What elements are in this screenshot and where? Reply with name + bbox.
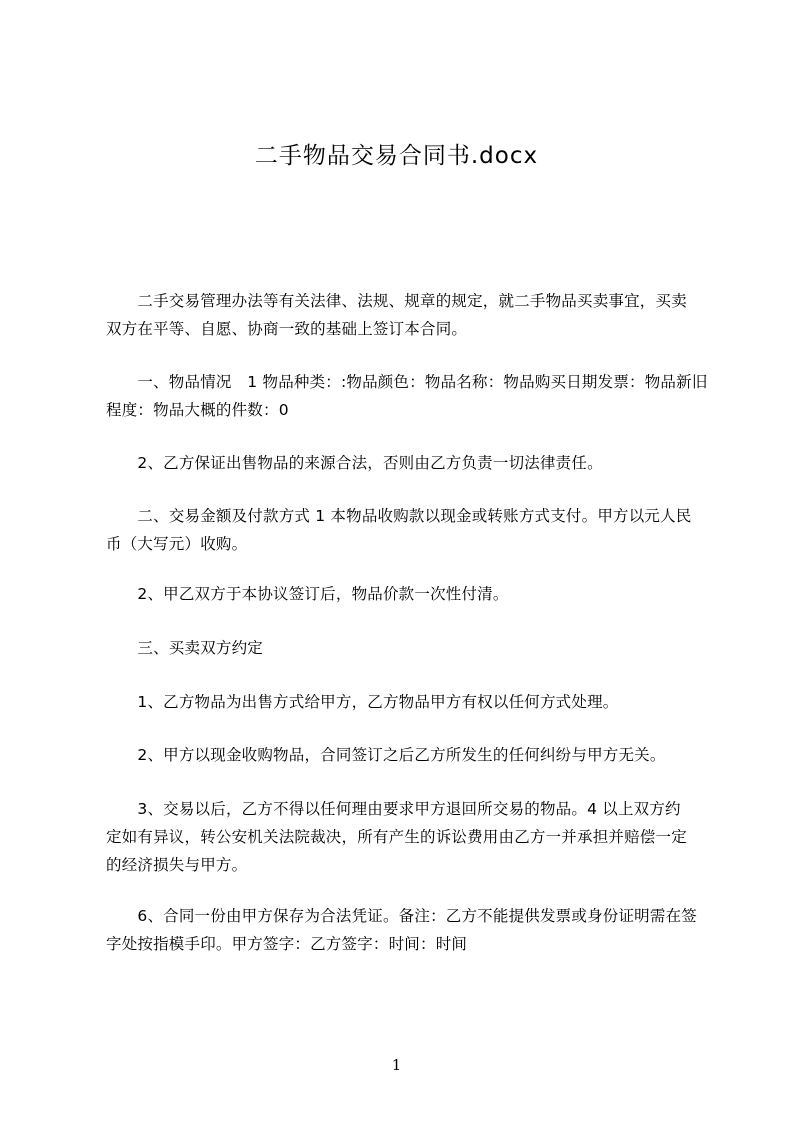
paragraph-line: 定如有异议，转公安机关法院裁决，所有产生的诉讼费用由乙方一并承担并赔偿一定 (106, 828, 687, 846)
paragraph-line: 2、甲方以现金收购物品，合同签订之后乙方所发生的任何纠纷与甲方无关。 (106, 746, 666, 764)
paragraph-line: 二、交易金额及付款方式 1 本物品收购款以现金或转账方式支付。甲方以元人民 (106, 507, 692, 525)
paragraph-agreement-1 (106, 688, 702, 716)
page-number: 1 (391, 1056, 402, 1074)
paragraph-agreement-3 (106, 795, 702, 879)
paragraph-line: 一、物品情况 1 物品种类：:物品颜色：物品名称：物品购买日期发票：物品新旧 (106, 373, 708, 391)
paragraph-line: 字处按指模手印。甲方签字：乙方签字：时间：时间 (106, 935, 468, 953)
paragraph-line: 三、买卖双方约定 (106, 639, 264, 657)
paragraph-agreement-2 (106, 741, 702, 769)
paragraph-item-info (106, 368, 708, 424)
paragraph-intro (106, 287, 702, 343)
paragraph-line: 双方在平等、自愿、协商一致的基础上签订本合同。 (106, 320, 468, 338)
paragraph-line: 1、乙方物品为出售方式给甲方，乙方物品甲方有权以任何方式处理。 (106, 693, 619, 711)
paragraph-legal-source (106, 449, 702, 477)
paragraph-agreement-heading (106, 634, 702, 662)
paragraph-agreement-6 (106, 902, 702, 958)
paragraph-line: 程度：物品大概的件数：0 (106, 401, 289, 419)
paragraph-line: 二手交易管理办法等有关法律、法规、规章的规定，就二手物品买卖事宜，买卖 (106, 292, 687, 310)
paragraph-line: 2、甲乙双方于本协议签订后，物品价款一次性付清。 (106, 585, 509, 603)
paragraph-payment (106, 502, 702, 558)
document-title: 二手物品交易合同书.docx (254, 143, 539, 169)
paragraph-line: 3、交易以后，乙方不得以任何理由要求甲方退回所交易的物品。4 以上双方约 (106, 800, 681, 818)
paragraph-line: 的经济损失与甲方。 (106, 856, 248, 874)
paragraph-payment-terms (106, 580, 702, 608)
paragraph-line: 币（大写元）收购。 (106, 535, 248, 553)
paragraph-line: 6、合同一份由甲方保存为合法凭证。备注：乙方不能提供发票或身份证明需在签 (106, 907, 697, 925)
paragraph-line: 2、乙方保证出售物品的来源合法，否则由乙方负责一切法律责任。 (106, 454, 603, 472)
